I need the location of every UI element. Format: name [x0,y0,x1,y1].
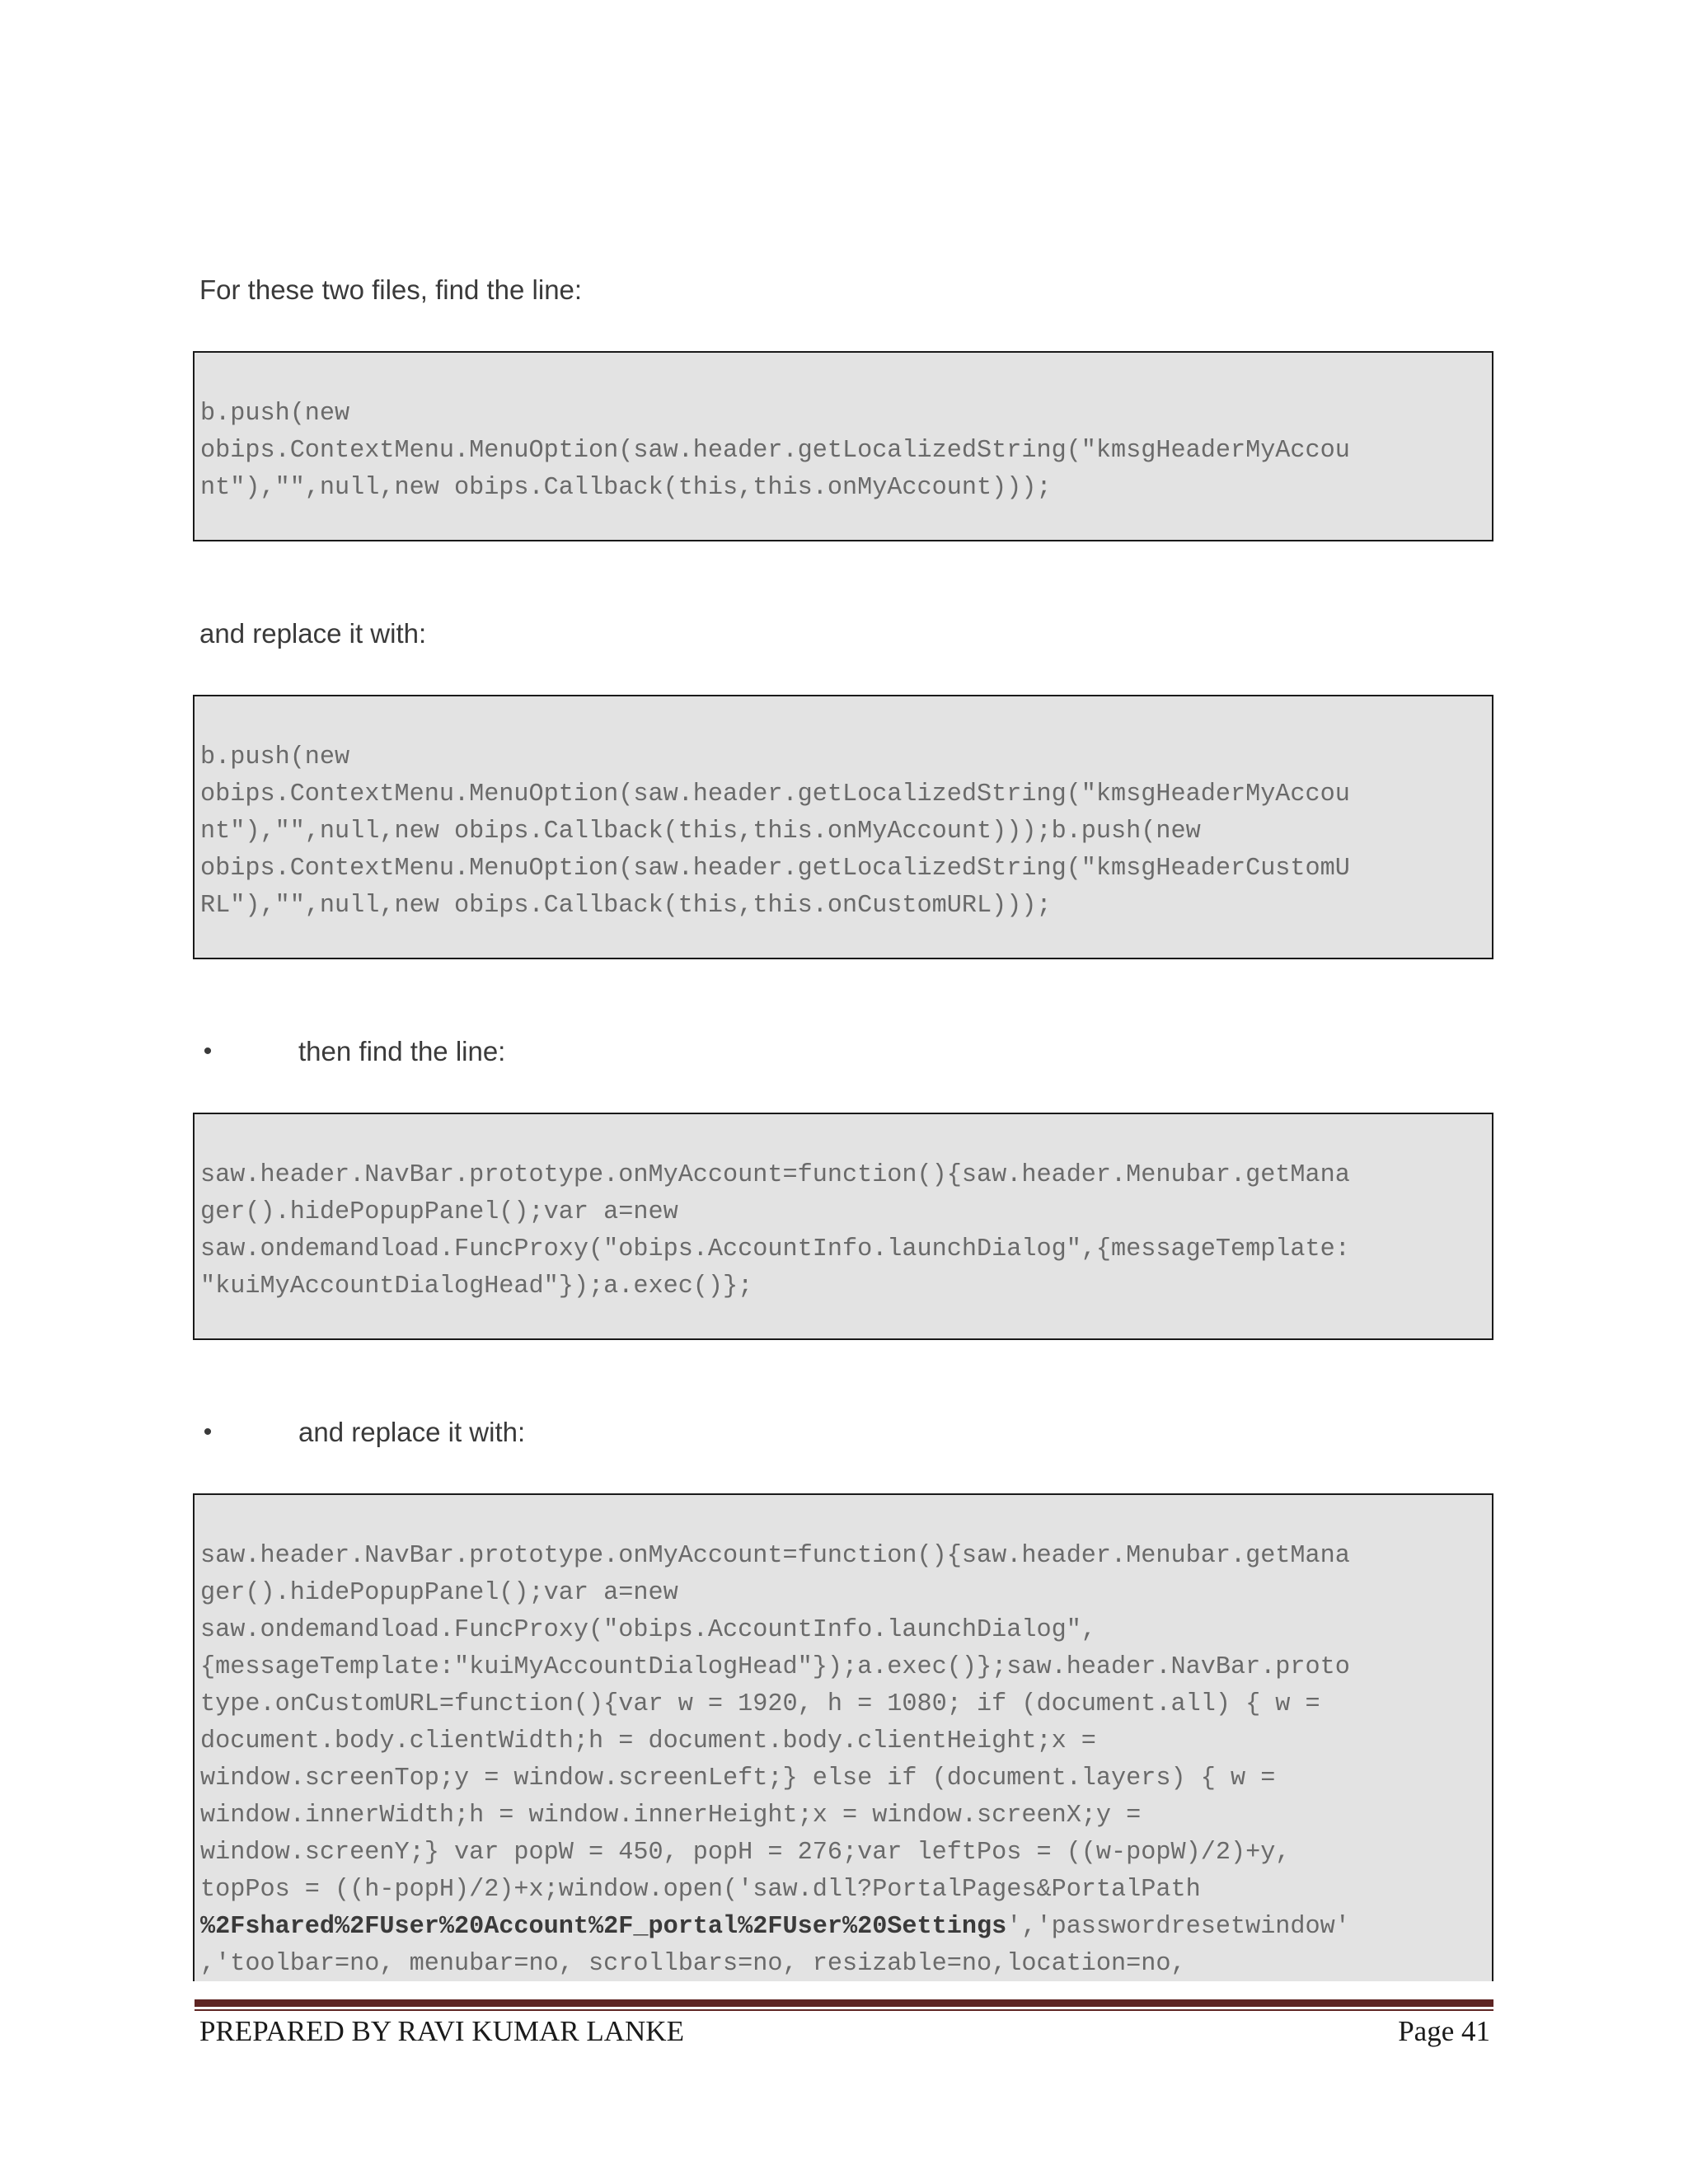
code-segment: ','passwordresetwindow' [1006,1913,1350,1941]
intro-text: For these two files, find the line: [199,274,583,305]
code-text [200,396,1350,507]
bullet-icon: • [203,1418,213,1446]
code-line: b.push(new [200,400,350,428]
code-line: obips.ContextMenu.MenuOption(saw.header.getLocalizedString("kmsgHeaderMyAccou [200,437,1350,465]
bullet-text: then find the line: [298,1036,506,1066]
code-line: ger().hidePopupPanel();var a=new [200,1198,678,1226]
footer-author: PREPARED BY RAVI KUMAR LANKE [199,2015,684,2047]
code-block-replacement-menu [193,695,1493,959]
code-line: saw.header.NavBar.prototype.onMyAccount=function(){saw.header.Menubar.getMana [200,1161,1350,1189]
code-line: window.screenTop;y = window.screenLeft;} else if (document.layers) { w = [200,1765,1276,1793]
code-line: saw.ondemandload.FuncProxy("obips.AccountInfo.launchDialog", [200,1616,1096,1644]
footer-divider [195,1999,1493,2007]
code-line: b.push(new [200,743,350,771]
code-line: window.innerWidth;h = window.innerHeight;x = window.screenX;y = [200,1802,1142,1830]
code-line: saw.header.NavBar.prototype.onMyAccount=function(){saw.header.Menubar.getMana [200,1542,1350,1570]
code-line: nt"),"",null,new obips.Callback(this,this.onMyAccount)));b.push(new [200,818,1201,846]
code-line: RL"),"",null,new obips.Callback(this,this.onCustomURL))); [200,892,1052,920]
replace-text: and replace it with: [199,618,427,649]
code-line: obips.ContextMenu.MenuOption(saw.header.getLocalizedString("kmsgHeaderCustomU [200,855,1350,883]
code-line: window.screenY;} var popW = 450, popH = 276;var leftPos = ((w-popW)/2)+y, [200,1839,1291,1867]
bullet-text: and replace it with: [298,1417,526,1447]
code-block-original-menu [193,351,1493,541]
code-text [200,1538,1350,1981]
code-line: type.onCustomURL=function(){var w = 1920, h = 1080; if (document.all) { w = [200,1690,1320,1718]
code-line: document.body.clientWidth;h = document.body.clientHeight;x = [200,1727,1096,1755]
code-line: ,'toolbar=no, menubar=no, scrollbars=no, resizable=no,location=no, [200,1950,1186,1978]
code-line: obips.ContextMenu.MenuOption(saw.header.getLocalizedString("kmsgHeaderMyAccou [200,780,1350,808]
bullet-icon: • [203,1038,213,1065]
footer-divider-thin [195,2009,1493,2011]
code-line: topPos = ((h-popH)/2)+x;window.open('saw.dll?PortalPages&PortalPath [200,1876,1201,1904]
code-text [200,1157,1350,1305]
code-line: "kuiMyAccountDialogHead"});a.exec()}; [200,1272,753,1301]
code-block-replacement-handler [193,1493,1493,1981]
code-line: ger().hidePopupPanel();var a=new [200,1579,678,1607]
code-bold-segment: %2Fshared%2FUser%20Account%2F_portal%2FUser%20Settings [200,1913,1007,1941]
page-number: Page 41 [1398,2015,1490,2047]
code-line: saw.ondemandload.FuncProxy("obips.AccountInfo.launchDialog",{messageTemplate: [200,1235,1350,1263]
code-text [200,739,1350,925]
code-block-original-handler [193,1113,1493,1340]
code-line: nt"),"",null,new obips.Callback(this,this.onMyAccount))); [200,474,1052,502]
code-line: {messageTemplate:"kuiMyAccountDialogHead"});a.exec()};saw.header.NavBar.proto [200,1653,1350,1681]
